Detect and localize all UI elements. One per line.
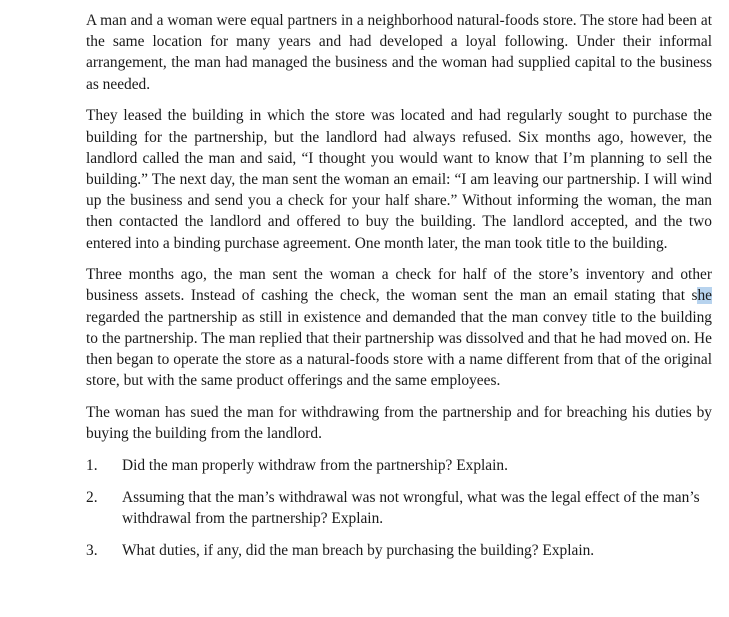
selected-text[interactable]: he	[697, 287, 712, 305]
paragraph-building-purchase: They leased the building in which the store was located and had regularly sought to purchase the building for the partnership, but the landlord had always refused. Six months ago, however, the landlord called the man and said, “I thought you would want to know that I’m planning to sell the building.” The next day, the man sent the woman an email: “I am leaving our partnership. I will wind up the business and send you a check for your half share.” Without informing the woman, the man then contacted the landlord and offered to buy the building. The landlord accepted, and the two entered into a binding purchase agreement. One month later, the man took title to the building.	[86, 107, 712, 252]
paragraph-check-and-dispute	[86, 264, 712, 391]
question-number: 2.	[86, 488, 98, 506]
question-item	[86, 487, 712, 529]
paragraph-text-before-selection: Three months ago, the man sent the woman a check for half of the store’s inventory and other business assets. Instead of cashing the check, the woman sent the man an email stating that s	[86, 266, 712, 305]
question-text: Did the man properly withdraw from the partnership? Explain.	[122, 456, 508, 474]
question-number: 3.	[86, 542, 98, 560]
paragraph-facts-intro: A man and a woman were equal partners in a neighborhood natural-foods store. The store had been at the same location for many years and had developed a loyal following. Under their informal arrangement, the man had managed the business and the woman had supplied capital to the business as needed.	[86, 12, 712, 93]
paragraph-lawsuit: The woman has sued the man for withdrawing from the partnership and for breaching his duties by buying the building from the landlord.	[86, 403, 712, 443]
question-text: Assuming that the man’s withdrawal was not wrongful, what was the legal effect of the man’s withdrawal from the partnership? Explain.	[122, 488, 700, 528]
question-text: What duties, if any, did the man breach by purchasing the building? Explain.	[122, 542, 595, 560]
document-body	[86, 10, 712, 572]
question-item	[86, 540, 712, 561]
question-list	[86, 455, 712, 561]
question-number: 1.	[86, 456, 98, 474]
question-item	[86, 455, 712, 476]
paragraph-text-after-selection: regarded the partnership as still in existence and demanded that the man convey title to the building to the partnership. The man replied that their partnership was dissolved and that he had moved on. He then began to operate the store as a natural-foods store with a name different from that of the original store, but with the same product offerings and the same employees.	[86, 308, 712, 390]
